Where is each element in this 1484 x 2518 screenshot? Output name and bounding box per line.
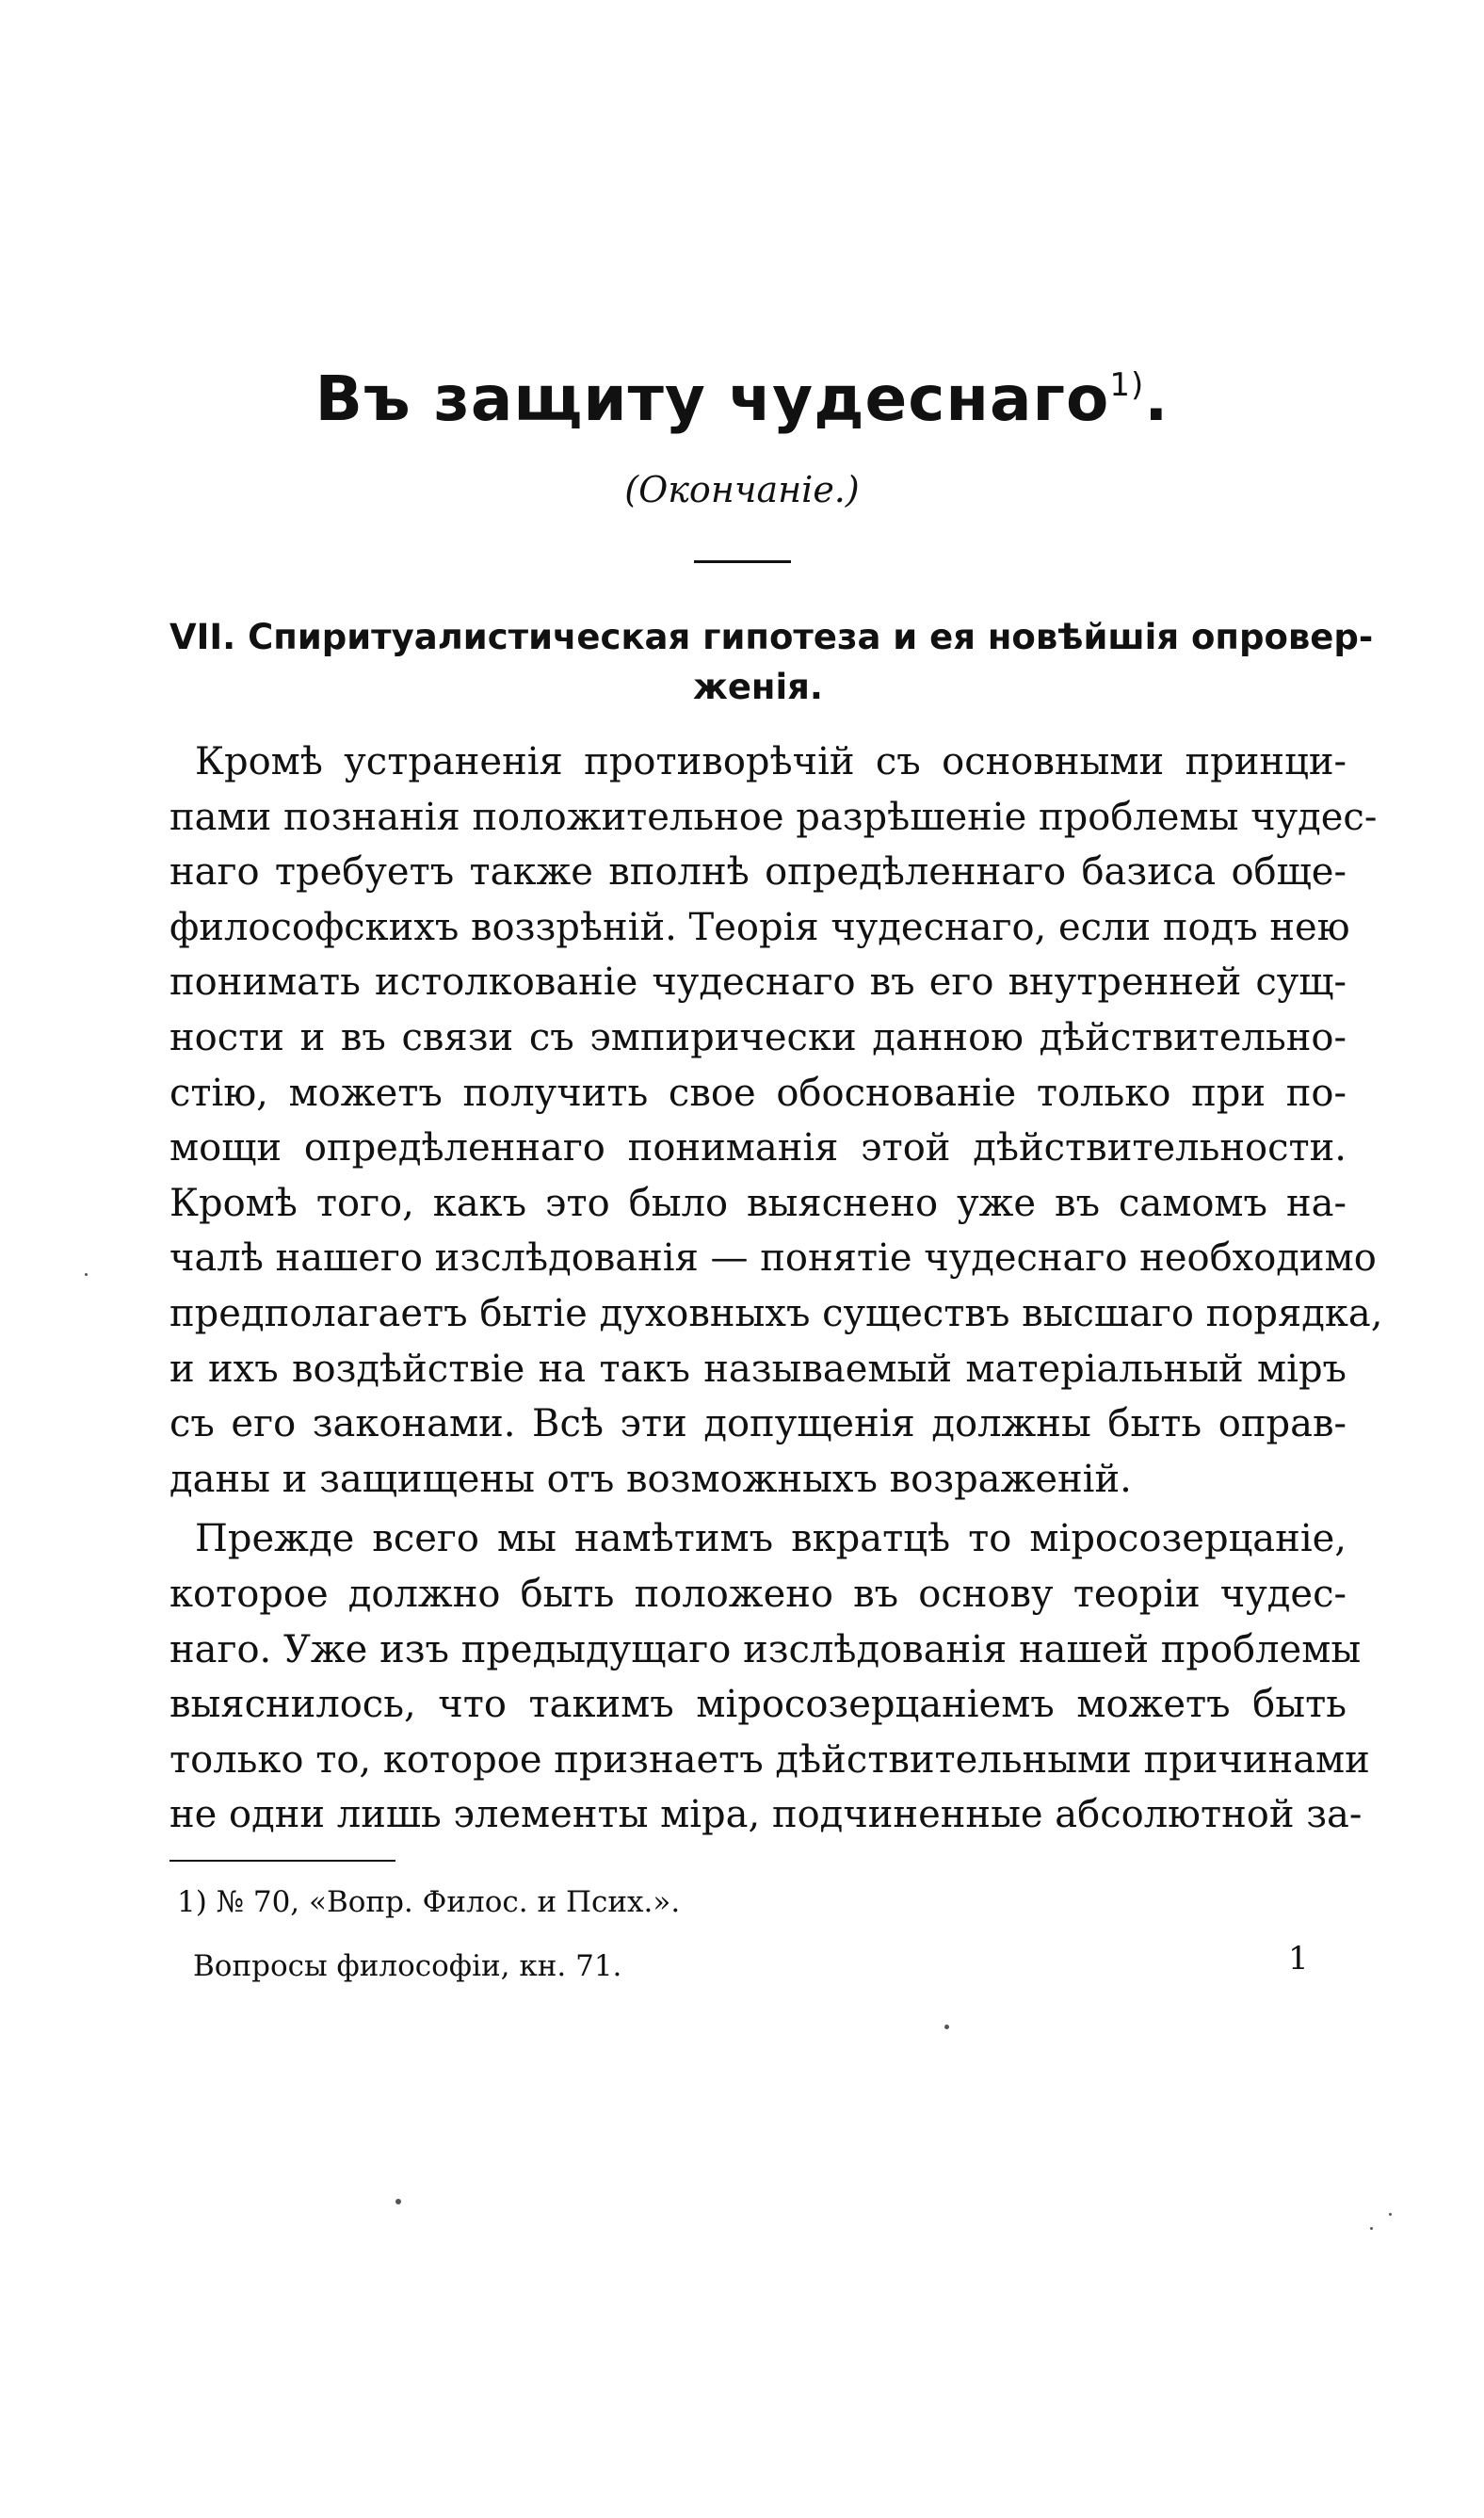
scan-speck (944, 2025, 949, 2029)
text-line: Прежде всего мы намѣтимъ вкратцѣ то міросозерцаніе, (195, 1517, 1347, 1561)
title-divider (694, 560, 791, 563)
text-line: съ его законами. Всѣ эти допущенія должны быть оправ- (169, 1402, 1347, 1446)
text-line: только то, которое признаетъ дѣйствительными причинами (169, 1737, 1370, 1782)
text-line: стію, можетъ получить свое обоснованіе только при по- (169, 1071, 1347, 1115)
text-line: мощи опредѣленнаго пониманія этой дѣйствительности. (169, 1126, 1347, 1170)
page-number: 1 (1288, 1940, 1309, 1977)
title-period: . (1144, 363, 1169, 435)
body-text (169, 734, 1383, 1843)
text-line: наго требуетъ также вполнѣ опредѣленнаго базиса обще- (169, 850, 1347, 895)
text-line: ности и въ связи съ эмпирически данною дѣйствительно- (169, 1015, 1347, 1059)
text-line: выяснилось, что такимъ міросозерцаніемъ можетъ быть (169, 1683, 1347, 1727)
text-line: и ихъ воздѣйствіе на такъ называемый матеріальный міръ (169, 1347, 1347, 1391)
text-line: философскихъ воззрѣній. Теорія чудеснаго, если подъ нею (169, 905, 1350, 949)
article-title (0, 363, 1484, 435)
text-line: наго. Уже изъ предыдущаго изслѣдованія нашей проблемы (169, 1627, 1362, 1671)
footnote-divider (169, 1860, 395, 1862)
text-line: Кромѣ устраненія противорѣчій съ основными принци- (195, 740, 1347, 783)
scan-speck (85, 1273, 88, 1276)
text-line: не одни лишь элементы міра, подчиненные абсолютной за- (169, 1793, 1363, 1837)
section-heading-line-2: женія. (693, 667, 823, 707)
paragraph-1 (169, 734, 1383, 1507)
section-heading (169, 612, 1374, 712)
text-line: предполагаетъ бытіе духовныхъ существъ высшаго порядка, (169, 1291, 1383, 1335)
text-line: даны и защищены отъ возможныхъ возраженій. (169, 1457, 1132, 1501)
section-heading-line-1: VII. Спиритуалистическая гипотеза и ея новѣйшія опровер- (169, 617, 1374, 657)
title-footnote-marker: 1) (1109, 366, 1145, 404)
scan-speck (1389, 2213, 1392, 2216)
text-line: чалѣ нашего изслѣдованія — понятіе чудеснаго необходимо (169, 1236, 1377, 1281)
text-line: Кромѣ того, какъ это было выяснено уже въ самомъ на- (169, 1181, 1347, 1225)
text-line: пами познанія положительное разрѣшеніе проблемы чудес- (169, 795, 1378, 839)
scan-speck (395, 2199, 401, 2204)
scan-speck (1370, 2227, 1373, 2230)
article-subtitle: (Окончаніе.) (624, 469, 860, 510)
text-line: которое должно быть положено въ основу теоріи чудес- (169, 1572, 1347, 1616)
footnote: 1) № 70, «Вопр. Филос. и Псих.». (177, 1885, 681, 1919)
signature-line: Вопросы философіи, кн. 71. (193, 1949, 622, 1983)
article-title-text: Въ защиту чудеснаго (315, 363, 1110, 435)
text-line: понимать истолкованіе чудеснаго въ его внутренней сущ- (169, 960, 1347, 1005)
paragraph-2 (169, 1511, 1370, 1843)
